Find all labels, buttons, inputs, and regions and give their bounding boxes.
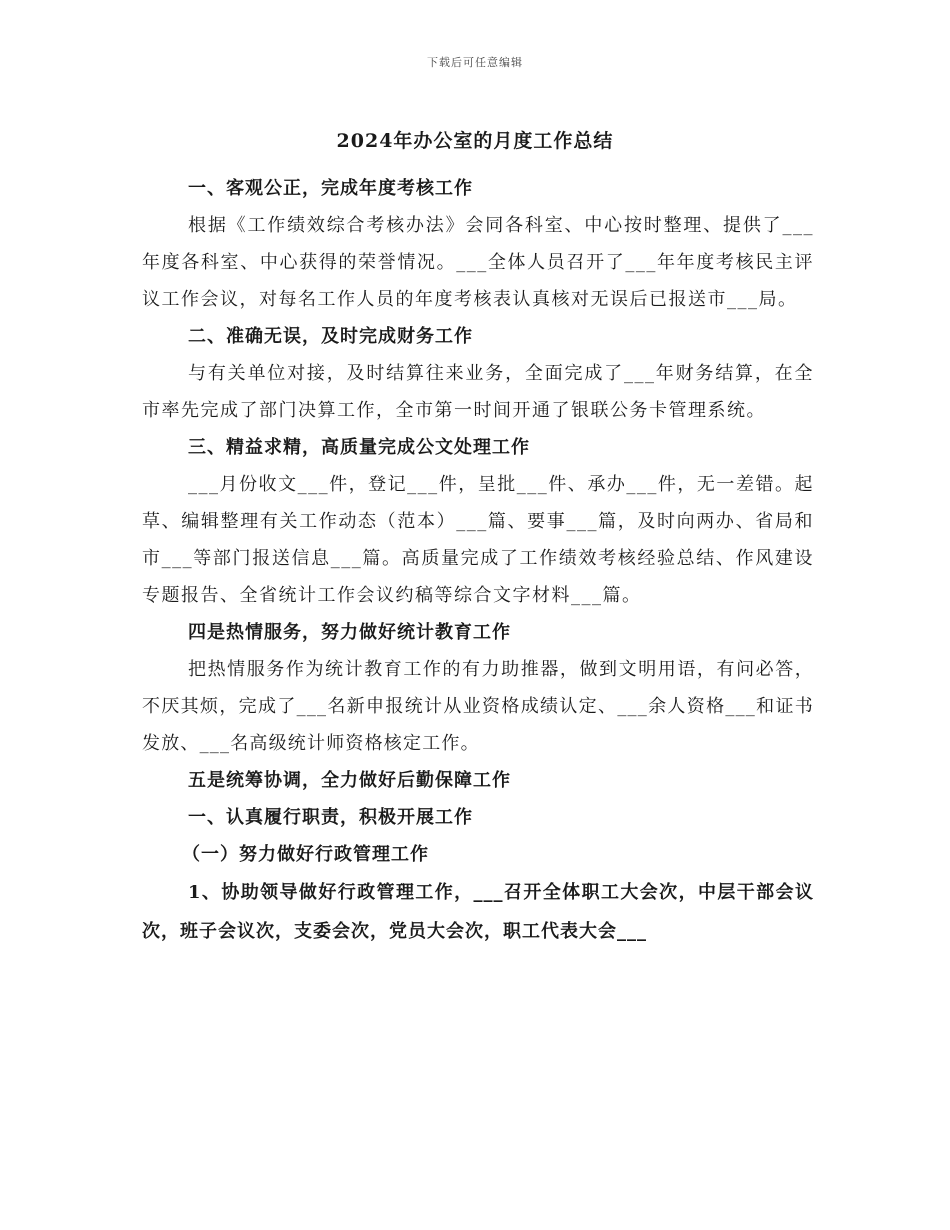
section-heading-4: 四是热情服务，努力做好统计教育工作 [188, 622, 511, 643]
section-heading-3: 三、精益求精，高质量完成公文处理工作 [188, 437, 530, 458]
section-paragraph-2: 与有关单位对接，及时结算往来业务，全面完成了___年财务结算，在全市率先完成了部门决算工作，全市第一时间开通了银联公务卡管理系统。 [142, 363, 814, 421]
section-paragraph-4: 把热情服务作为统计教育工作的有力助推器，做到文明用语，有问必答，不厌其烦，完成了___名新申报统计从业资格成绩认定、___余人资格___和证书发放、___名高级统计师资格核定工作。 [142, 659, 814, 754]
section-heading-1: 一、客观公正，完成年度考核工作 [188, 178, 473, 199]
subsection-heading-1-1: （一）努力做好行政管理工作 [182, 844, 429, 865]
section-paragraph-3: ___月份收文___件，登记___件，呈批___件、承办___件，无一差错。起草、编辑整理有关工作动态（范本）___篇、要事___篇，及时向两办、省局和市___等部门报送信息___篇。高质量完成了工作绩效考核经验总结、作风建设专题报告、全省统计工作会议约稿等综合文字材料___篇。 [142, 474, 814, 606]
section-heading-5: 五是统筹协调，全力做好后勤保障工作 [188, 770, 511, 791]
item-paragraph-1: 1、协助领导做好行政管理工作，___召开全体职工大会次，中层干部会议次，班子会议次，支委会次，党员大会次，职工代表大会___ [142, 882, 814, 942]
section-heading-2: 二、准确无误，及时完成财务工作 [188, 326, 473, 347]
header-note: 下载后可任意编辑 [427, 56, 523, 69]
document-body [142, 170, 814, 951]
subsection-heading-1: 一、认真履行职责，积极开展工作 [188, 807, 473, 828]
section-paragraph-1: 根据《工作绩效综合考核办法》会同各科室、中心按时整理、提供了___年度各科室、中心获得的荣誉情况。___全体人员召开了___年年度考核民主评议工作会议，对每名工作人员的年度考核表认真核对无误后已报送市___局。 [142, 215, 814, 310]
document-title: 2024年办公室的月度工作总结 [336, 130, 614, 152]
